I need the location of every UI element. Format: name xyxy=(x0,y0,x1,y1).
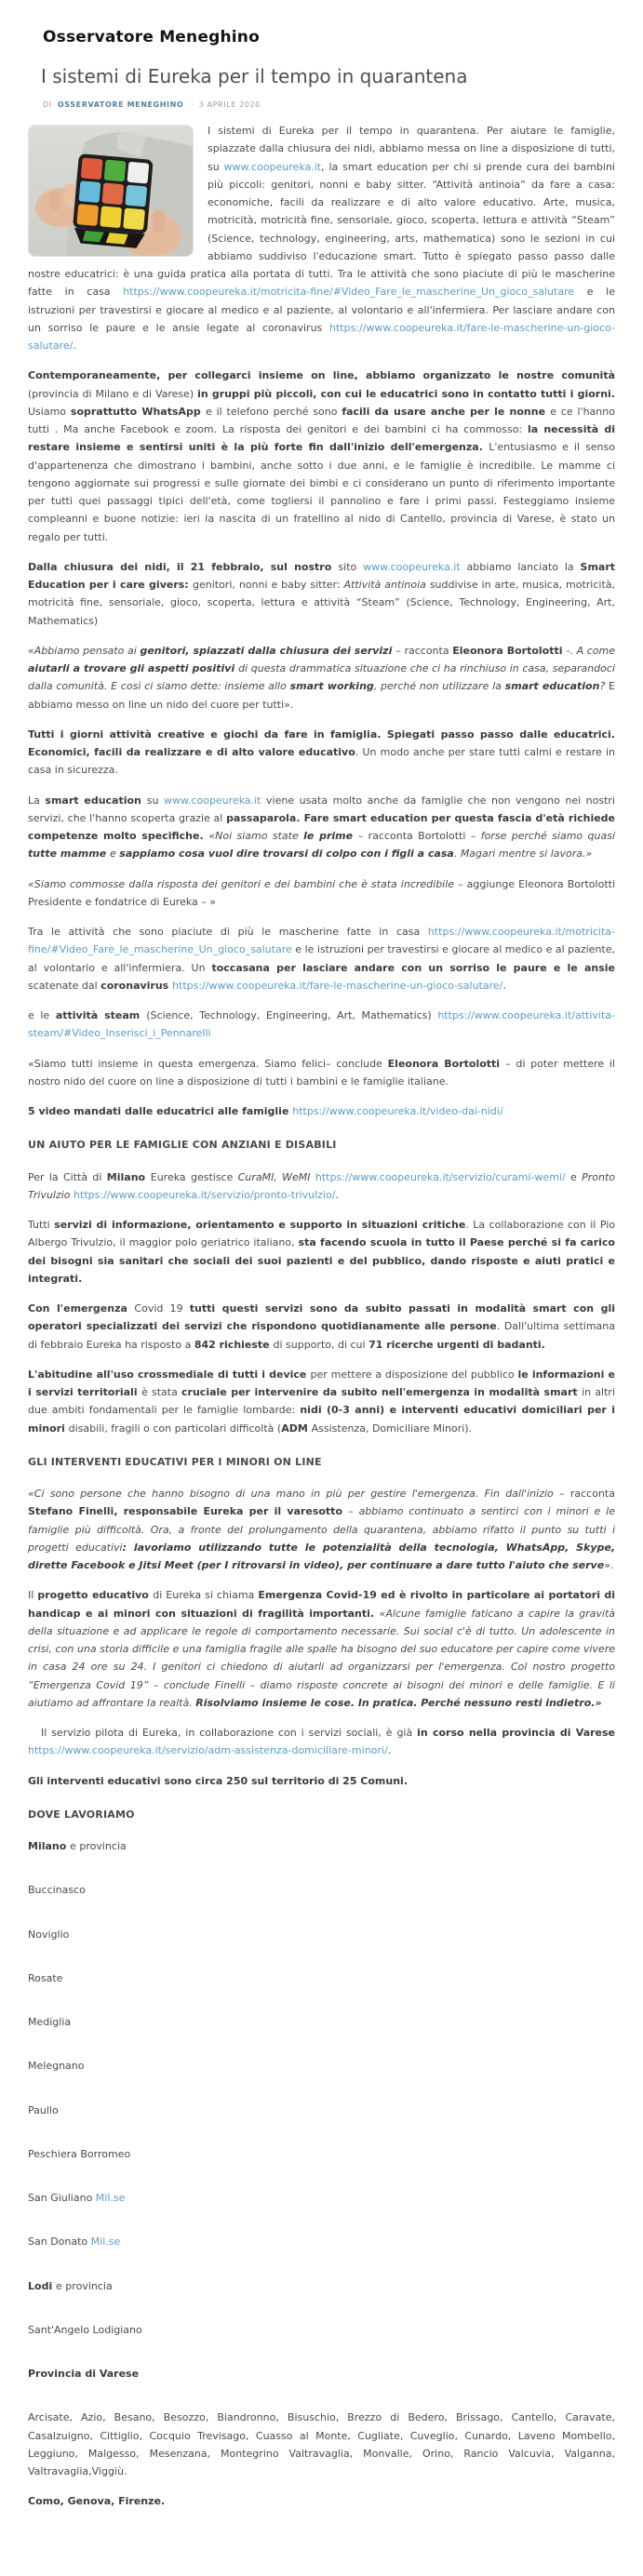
article-paragraph xyxy=(28,1772,615,1790)
article-paragraph xyxy=(28,1485,615,1574)
inline-link[interactable]: https://www.coopeureka.it/fare-le-mascherine-un-gioco-salutare/ xyxy=(28,321,615,352)
article-paragraph xyxy=(28,2409,615,2480)
text-segment: Smart Education per i care givers: xyxy=(28,560,616,591)
section-heading xyxy=(28,1806,615,1823)
text-segment: Emergenza Covid-19 ed è rivolto in particolare ai portatori di handicap e ai minori con situazioni di fragilità importanti. xyxy=(28,1589,616,1620)
text-segment: Rosate xyxy=(28,1971,63,1984)
text-segment: L'entusiasmo e il senso d'appartenenza che dimostrano i bambini, anche sotto i due anni, e le famiglie è incredibile. Le mamme ci tengono aggiornate sui progressi e sulle giornate dei bimbi e ci considerano un punto di riferimento importante per tutti quei passaggi tipici dell'età, come togliersi il pannolino e fare i primi passi. Festeggiamo insieme compleanni e buone notizie: ieri la nascita di un fratellino al nido di Cantello, provincia di Varese, è stato un regalo per tutti. xyxy=(28,441,615,543)
inline-link[interactable]: https://www.coopeureka.it/servizio/pronto-trivulzio/ xyxy=(74,1188,336,1201)
text-segment: San Giuliano xyxy=(28,2192,96,2204)
text-segment: coronavirus xyxy=(100,979,173,992)
article-paragraph xyxy=(28,642,615,714)
article-paragraph xyxy=(28,1300,615,1354)
article-paragraph xyxy=(28,1102,615,1120)
text-segment: forse perché siamo quasi xyxy=(480,830,616,842)
text-segment: in corso nella provincia di Varese xyxy=(417,1727,616,1739)
text-segment: e il telefono perché sono xyxy=(205,405,342,418)
text-segment: . Magari mentre si lavora.» xyxy=(453,848,593,861)
article-paragraph xyxy=(28,2013,615,2031)
text-segment: Contemporaneamente, per collegarci insieme on line, abbiamo organizzato le nostre comunità xyxy=(28,369,615,382)
text-segment: E abbiamo messo on line un nido del cuore per tutti». xyxy=(28,680,615,711)
text-segment: Assistenza, Domiciliare Minori). xyxy=(311,1421,473,1435)
text-segment: Sant'Angelo Lodigiano xyxy=(28,2323,142,2336)
text-segment: (Science, Technology, Engineering, Art, Mathematics) xyxy=(146,1009,438,1021)
text-segment: smart education xyxy=(45,794,147,807)
inline-link[interactable]: www.coopeureka.it xyxy=(163,794,261,807)
text-segment: ? xyxy=(599,680,610,693)
inline-link[interactable]: https://www.coopeureka.it/motricita-fine/#Video_Fare_le_mascherine_Un_gioco_salutare xyxy=(28,926,615,956)
text-segment: progetto educativo xyxy=(37,1589,154,1602)
text-segment: abbiamo lanciato la xyxy=(460,560,581,573)
text-segment: Paullo xyxy=(28,2103,59,2116)
text-segment: «Abbiamo pensato ai xyxy=(28,644,141,657)
inline-link[interactable]: Mil.se xyxy=(90,2236,121,2249)
article-paragraph xyxy=(28,2277,615,2295)
text-segment: – racconta xyxy=(559,1488,615,1500)
text-segment: Stefano Finelli, responsabile Eureka per il varesotto xyxy=(28,1505,349,1518)
text-segment: Gli interventi educativi sono circa 250 sul territorio di 25 Comuni. xyxy=(28,1774,409,1787)
article-paragraph xyxy=(28,2189,615,2207)
inline-link[interactable]: https://www.coopeureka.it/video-dai-nidi/ xyxy=(292,1105,503,1117)
text-segment: «Ci sono persone che hanno bisogno di una mano in più per gestire l'emergenza. Fin dall'inizio xyxy=(28,1488,560,1500)
text-segment: Covid 19 xyxy=(134,1302,190,1315)
article-paragraph xyxy=(28,2365,615,2382)
text-segment: «Siamo commosse dalla risposta dei genitori e dei bambini che è stata incredibile xyxy=(28,877,459,890)
text-segment: . xyxy=(335,1188,339,1201)
text-segment: aiutarli a trovare gli aspetti positivi xyxy=(28,662,239,674)
text-segment: , la smart education per chi si prende cura dei bambini più piccoli: genitori, nonni e baby sitter. “Attività antinoia” da fare a casa: economiche, facili da realizzare e di alto valore educativo. Arte, musica, motricità, motricità fine, sensoriale, gioco, scoperta, lettura e attività “Steam” (Science, technology, engineering, arts, mathematica) sono le sezioni in cui abbiamo suddiviso l'educazione smart. Tutto è spiegato passo passo dalle nostre educatrici: è una guida pratica alla portata di tutti. Tra le attività che sono piaciute di più le mascherine fatte in casa xyxy=(28,160,615,299)
text-segment: e le istruzioni per travestirsi e giocare al medico e al paziente, al volontario e all'infermiera. Un xyxy=(28,943,615,974)
text-segment: Pronto Trivulzio xyxy=(28,1170,615,1201)
text-segment: facili da usare anche per le nonne xyxy=(342,405,551,418)
text-segment: Mediglia xyxy=(28,2016,72,2028)
text-segment: Per la Città di xyxy=(28,1170,107,1183)
text-segment: disabili, fragili o con particolari difficoltà ( xyxy=(68,1421,282,1435)
text-segment: 5 video mandati dalle educatrici alle famiglie xyxy=(28,1105,293,1117)
text-segment: e xyxy=(565,1170,583,1183)
text-segment: . Dall'ultima settimana di febbraio Eureka ha risposto a xyxy=(28,1320,616,1351)
rubiks-cube-photo xyxy=(28,125,194,257)
inline-link[interactable]: www.coopeureka.it xyxy=(223,160,322,173)
inline-link[interactable]: Mil.se xyxy=(95,2192,126,2204)
text-segment: Eureka gestisce xyxy=(150,1170,238,1183)
text-segment: smart education xyxy=(504,680,600,693)
text-segment: -. xyxy=(566,644,577,657)
text-segment: e provincia xyxy=(56,2279,113,2292)
article-paragraph xyxy=(28,2057,615,2075)
text-segment: UN AIUTO PER LE FAMIGLIE CON ANZIANI E DISABILI xyxy=(28,1139,337,1152)
text-segment: per mettere a disposizione del pubblico xyxy=(310,1368,518,1381)
article-paragraph xyxy=(28,1366,615,1437)
text-segment: GLI INTERVENTI EDUCATIVI PER I MINORI ON LINE xyxy=(28,1455,322,1468)
text-segment: Provincia di Varese xyxy=(28,2368,140,2380)
text-segment: – xyxy=(357,830,368,842)
inline-link[interactable]: www.coopeureka.it xyxy=(363,560,461,573)
text-segment: A come xyxy=(576,644,615,657)
byline-separator: · xyxy=(191,100,194,109)
text-segment: tutte mamme xyxy=(28,848,110,861)
article-paragraph xyxy=(28,875,615,912)
byline xyxy=(43,100,615,109)
text-segment: Buccinasco xyxy=(28,1884,86,1897)
text-segment: tutti questi servizi sono da subito passati in modalità smart con gli operatori specializzati dei servizi che rispondono quotidianamente alle persone xyxy=(28,1302,616,1333)
text-segment: è stata xyxy=(141,1386,182,1398)
text-segment: : lavoriamo utilizzando tutte le potenzialità della tecnologia, WhatsApp, Skype, dirette Facebook e Jitsi Meet (per I ritrovarsi in video), per continuare a dare tutto l'aiuto che serve xyxy=(28,1541,616,1571)
text-segment: Lodi xyxy=(28,2279,57,2292)
text-segment: . xyxy=(387,1744,392,1757)
text-segment: viene usata molto anche da famiglie che non vengono nei nostri servizi, che l'hanno scoperta grazie al xyxy=(28,794,615,824)
text-segment: sappiamo cosa vuol dire trovarsi di colpo con i figli a casa xyxy=(119,848,454,861)
text-segment: (provincia di Milano e di Varese) xyxy=(28,387,198,400)
text-segment: Il xyxy=(28,1589,38,1602)
text-segment: la necessità di restare insieme e sentirsi uniti è la più forte fin dall'inizio dell'emergenza. xyxy=(28,423,615,454)
text-segment: servizi di informazione, orientamento e supporto in situazioni critiche xyxy=(54,1219,466,1231)
text-segment: Eleonora Bortolotti xyxy=(452,644,567,657)
text-segment: scatenate dal xyxy=(28,979,101,992)
text-segment: e ce l'hanno tutti . Ma anche Facebook e zoom. La risposta dei genitori e dei bambini ci ha commosso: xyxy=(28,405,615,435)
inline-link[interactable]: https://www.coopeureka.it/attivita-steam/#Video_Inserisci_i_Pennarelli xyxy=(28,1009,615,1040)
text-segment: Usiamo xyxy=(28,405,71,418)
text-segment: «Alcune famiglie faticano a capire la gravità della situazione e ad applicare le regole di comportamento necessarie. Sui social c'è di tutto. Un adolescente in crisi, con una storia difficile e una famiglia fragile alle spalle ha bisogno del suo educatore per capire come vivere in casa 24 ore su 24. I genitori ci chiedono di aiutarli ad organizzarsi per l'emergenza. Col nostro progetto “Emergenza Covid 19” – conclude Finelli – diamo risposte concrete ai bisogni dei minori e delle famiglie. E li aiutiamo ad affrontare la realtà. xyxy=(28,1607,615,1709)
text-segment: abbiamo continuato a sentirci con i minori e le famiglie più difficoltà. Ora, a fronte del prolungamento della quarantena, abbiamo rifatto il punto su tutti i progetti educativi xyxy=(28,1505,615,1554)
text-segment: Eleonora Bortolotti xyxy=(387,1057,506,1070)
text-segment: sta facendo scuola in tutto il Paese perché si fa carico dei bisogni sia sanitari che sociali dei suoi pazienti e del pubblico, dando risposte e aiuti pratici e integrati. xyxy=(28,1236,615,1285)
text-segment: Tra le attività che sono piaciute di più le mascherine fatte in casa xyxy=(28,926,428,938)
article-paragraph xyxy=(28,1216,615,1288)
text-segment: . Un modo anche per stare tutti calmi e restare in casa in sicurezza. xyxy=(28,746,615,777)
article-paragraph xyxy=(28,2492,615,2510)
text-segment: attività steam xyxy=(55,1009,147,1021)
text-segment: «Noi siamo state xyxy=(208,830,304,842)
text-segment: I sistemi di Eureka per il tempo in quarantena. Per aiutare le famiglie, spiazzate dalla chiusura dei nidi, abbiamo messa on line a disposizione di tutti, su xyxy=(208,125,615,173)
text-segment: in gruppi più piccoli, con cui le educatrici sono in contatto tutti i giorni. xyxy=(197,387,615,400)
text-segment: – xyxy=(348,1505,359,1518)
article-paragraph xyxy=(28,367,615,546)
text-segment: Como, Genova, Firenze. xyxy=(28,2495,166,2508)
text-segment: , perché non utilizzare la xyxy=(373,680,505,693)
text-segment: le prime xyxy=(303,830,358,842)
text-segment: e provincia xyxy=(70,1840,127,1852)
text-segment: genitori, spiazzati dalla chiusura dei servizi xyxy=(140,644,396,657)
rubiks-cube-illustration xyxy=(29,126,193,256)
text-segment: Milano xyxy=(28,1840,71,1852)
text-segment: di supporto, di cui xyxy=(273,1338,369,1351)
text-segment: smart working xyxy=(289,680,374,693)
article-paragraph xyxy=(28,792,615,863)
text-segment: – di poter mettere il nostro nido del cuore on line a disposizione di tutti i bambini e le famiglie italiane. xyxy=(28,1057,615,1088)
article-paragraph xyxy=(28,2102,615,2119)
text-segment: in altri due ambiti fondamentali per le famiglie lombarde: xyxy=(28,1386,615,1417)
site-title: Osservatore Meneghino xyxy=(43,28,260,47)
text-segment: toccasana per lasciare andare con un sorriso le paure e le ansie xyxy=(211,961,615,974)
text-segment: ». xyxy=(604,1559,614,1571)
text-segment: le informazioni e i servizi territoriali xyxy=(28,1368,615,1398)
text-segment: di questa drammatica situazione che ci ha rinchiuso in casa, separandoci dalla comunità. E così ci siamo dette: insieme allo xyxy=(28,662,615,693)
text-segment: . La collaborazione con il Pio Albergo Trivulzio, il maggior polo geriatrico italiano, xyxy=(28,1219,616,1249)
text-segment: suddivise in arte, musica, motricità, motricità fine, sensoriale, gioco, scoperta, lettura e attività “Steam” (Science, Technology, Engineering, Art, Mathematics) xyxy=(28,579,615,627)
article-paragraph xyxy=(28,923,615,994)
section-heading xyxy=(28,1136,615,1154)
text-segment: – aggiunge Eleonora Bortolotti Presidente e fondatrice di Eureka – » xyxy=(28,877,615,908)
text-segment: Arcisate, Azio, Besano, Besozzo, Biandronno, Bisuschio, Brezzo di Bedero, Brissago, Cantello, Caravate, Casalzuigno, Cittiglio, Cocquio Trevisago, Cuasso al Monte, Cugliate, Cuveglio, Cunardo, Laveno Mombello, Leggiuno, Malgesso, Mesenzana, Montegrino Valtravaglia, Monvalle, Orino, Rancio Valcuvia, Valganna, Valtravaglia,Viggiù. xyxy=(28,2411,615,2477)
text-segment: Tutti xyxy=(28,1219,55,1231)
text-segment: Dalla chiusura dei nidi, il 21 febbraio, sul nostro xyxy=(28,560,339,573)
article-paragraph xyxy=(28,2233,615,2250)
text-segment: Con l'emergenza xyxy=(28,1302,135,1315)
article-paragraph xyxy=(28,1926,615,1943)
text-segment: racconta Bortolotti – xyxy=(368,830,481,842)
article-body xyxy=(28,122,615,2511)
text-segment: di Eureka si chiama xyxy=(153,1589,259,1602)
text-segment: CuraMI, WeMI xyxy=(237,1170,315,1183)
article-paragraph xyxy=(28,2145,615,2163)
article-paragraph xyxy=(28,1055,615,1091)
article-paragraph xyxy=(28,1724,615,1760)
article-paragraph xyxy=(28,1969,615,1987)
text-segment: San Donato xyxy=(28,2236,91,2249)
text-segment: e le xyxy=(28,1009,56,1021)
text-segment: genitori, nonni e baby sitter: xyxy=(192,579,344,591)
article-paragraph xyxy=(28,558,615,630)
text-segment: cruciale per intervenire da subito nell'emergenza in modalità smart xyxy=(181,1386,583,1398)
text-segment: Attività antinoia xyxy=(343,579,430,591)
article-paragraph xyxy=(28,1837,615,1855)
byline-prefix: DI xyxy=(43,100,52,109)
text-segment: Peschiera Borromeo xyxy=(28,2147,131,2160)
page-title: I sistemi di Eureka per il tempo in quarantena xyxy=(41,65,468,87)
text-segment: – racconta xyxy=(395,644,453,657)
text-segment: DOVE LAVORIAMO xyxy=(28,1808,135,1821)
text-segment: Milano xyxy=(106,1170,151,1183)
text-segment: sito xyxy=(338,560,364,573)
text-segment: su xyxy=(146,794,164,807)
inline-link[interactable]: https://www.coopeureka.it/motricita-fine/#Video_Fare_le_mascherine_Un_gioco_salutare xyxy=(123,286,575,299)
byline-date: 3 APRILE 2020 xyxy=(198,100,261,109)
text-segment: Risolviamo insieme le cose. In pratica. Perché nessuno resti indietro.» xyxy=(195,1696,602,1709)
text-segment: «Siamo tutti insieme in questa emergenza. Siamo felici– conclude xyxy=(28,1057,388,1070)
article-paragraph xyxy=(28,726,615,780)
text-segment: e xyxy=(110,848,120,861)
article-paragraph xyxy=(28,1007,615,1043)
article-paragraph xyxy=(28,1586,615,1712)
text-segment: passaparola. Fare smart education per questa fascia d'età richiede competenze molto specifiche. xyxy=(28,811,616,842)
byline-author-link[interactable]: OSSERVATORE MENEGHINO xyxy=(57,100,184,109)
text-segment: La xyxy=(28,794,46,807)
text-segment: . xyxy=(502,979,506,992)
text-segment: ADM xyxy=(281,1421,312,1435)
text-segment: . xyxy=(73,340,76,352)
inline-link[interactable]: https://www.coopeureka.it/servizio/curami-wemi/ xyxy=(315,1170,566,1183)
article-paragraph xyxy=(28,1881,615,1899)
text-segment: Noviglio xyxy=(28,1928,70,1941)
text-segment: Melegnano xyxy=(28,2060,85,2073)
text-segment: L'abitudine all'uso crossmediale di tutti i device xyxy=(28,1368,311,1381)
text-segment: soprattutto WhatsApp xyxy=(70,405,206,418)
text-segment: nidi (0-3 anni) e interventi educativi domiciliari per i minori xyxy=(28,1404,615,1435)
text-segment: Il servizio pilota di Eureka, in collaborazione con i servizi sociali, è già xyxy=(41,1727,418,1739)
inline-link[interactable]: https://www.coopeureka.it/fare-le-mascherine-un-gioco-salutare/ xyxy=(172,979,503,992)
text-segment: e le istruzioni per travestirsi e giocare al medico e al paziente, al volontario e all'infermiera. Per lasciare andare con un sorriso le paure e le ansie legate al coronavirus xyxy=(28,286,615,334)
inline-link[interactable]: https://www.coopeureka.it/servizio/adm-assistenza-domiciliare-minori/ xyxy=(28,1744,388,1757)
text-segment: 71 ricerche urgenti di badanti. xyxy=(368,1338,545,1351)
article-paragraph xyxy=(28,2321,615,2339)
article-paragraph xyxy=(28,1168,615,1205)
text-segment: Tutti i giorni attività creative e giochi da fare in famiglia. Spiegati passo passo dalle educatrici. Economici, facili da realizzare e di alto valore educativo xyxy=(28,727,615,758)
text-segment: 842 richieste xyxy=(194,1338,274,1351)
section-heading xyxy=(28,1453,615,1471)
